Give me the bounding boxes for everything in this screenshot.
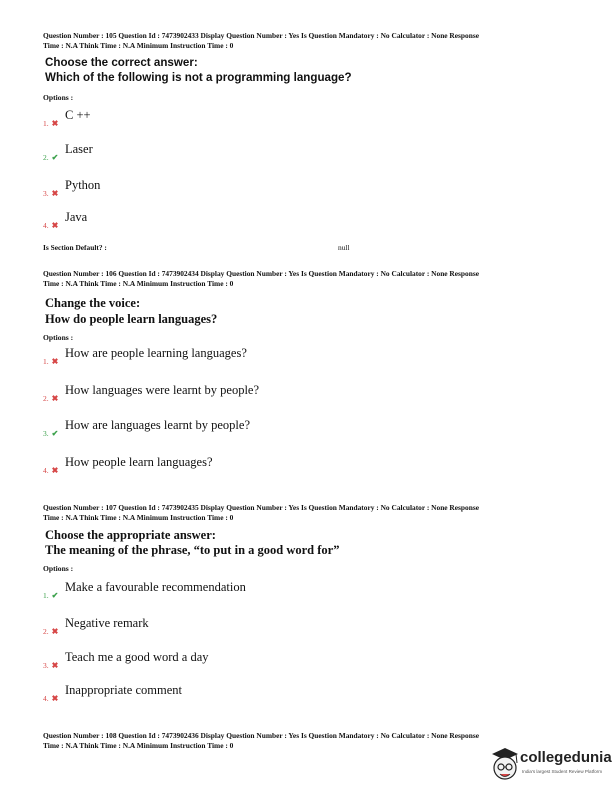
option-number: 1. ✖ [43, 357, 59, 366]
brand-tagline: India's largest Student Review Platform [522, 769, 603, 774]
option-text: How languages were learnt by people? [65, 383, 260, 397]
question-105-option-3 [43, 178, 443, 198]
check-icon: ✔ [51, 153, 59, 162]
section-default-value: null [338, 243, 350, 252]
check-icon: ✔ [51, 429, 59, 438]
meta-line-2: Time : N.A Think Time : N.A Minimum Instruction Time : 0 [43, 741, 234, 750]
question-106-option-1 [43, 346, 443, 366]
question-107-title-2: The meaning of the phrase, “to put in a good word for” [45, 543, 340, 557]
option-number: 3. ✖ [43, 189, 59, 198]
option-number: 2. ✖ [43, 394, 59, 403]
option-text: How are languages learnt by people? [65, 418, 250, 432]
option-text: Python [65, 178, 101, 192]
question-107-meta [43, 503, 583, 523]
option-text: Negative remark [65, 616, 149, 630]
option-text: Java [65, 210, 88, 224]
question-105-meta [43, 31, 583, 51]
collegedunia-logo [490, 746, 612, 786]
question-106-option-4 [43, 455, 443, 475]
cross-icon: ✖ [51, 466, 59, 475]
meta-line-2: Time : N.A Think Time : N.A Minimum Instruction Time : 0 [43, 513, 234, 522]
option-text: How people learn languages? [65, 455, 213, 469]
cross-icon: ✖ [51, 119, 59, 128]
option-number: 1. ✔ [43, 591, 59, 600]
brand-name: collegedunia [520, 749, 612, 766]
question-107-title-1: Choose the appropriate answer: [45, 528, 216, 542]
option-number: 3. ✖ [43, 661, 59, 670]
check-icon: ✔ [51, 591, 59, 600]
question-106-meta [43, 269, 583, 289]
cross-icon: ✖ [51, 627, 59, 636]
question-106-option-3 [43, 418, 443, 438]
question-105-title-2: Which of the following is not a programming language? [45, 71, 352, 84]
meta-line-1: Question Number : 106 Question Id : 7473902434 Display Question Number : Yes Is Question Mandatory : No Calculator : None Response [43, 269, 479, 278]
option-number: 4. ✖ [43, 694, 59, 703]
mascot-icon [490, 746, 520, 784]
question-105-option-4 [43, 210, 443, 230]
section-default-label: Is Section Default? : [43, 243, 107, 252]
question-106-options-label: Options : [43, 333, 74, 342]
meta-line-2: Time : N.A Think Time : N.A Minimum Instruction Time : 0 [43, 279, 234, 288]
question-105-options-label: Options : [43, 93, 74, 102]
option-text: How are people learning languages? [65, 346, 247, 360]
question-107-option-3 [43, 650, 443, 670]
cross-icon: ✖ [51, 221, 59, 230]
section-default-row [43, 243, 563, 252]
option-number: 4. ✖ [43, 221, 59, 230]
question-105-title-1: Choose the correct answer: [45, 56, 198, 69]
question-105-option-2 [43, 142, 443, 162]
meta-line-2: Time : N.A Think Time : N.A Minimum Instruction Time : 0 [43, 41, 234, 50]
option-number: 2. ✖ [43, 627, 59, 636]
option-text: Make a favourable recommendation [65, 580, 246, 594]
question-107-option-4 [43, 683, 443, 703]
option-text: Laser [65, 142, 93, 156]
option-text: Teach me a good word a day [65, 650, 209, 664]
meta-line-1: Question Number : 107 Question Id : 7473902435 Display Question Number : Yes Is Question Mandatory : No Calculator : None Response [43, 503, 479, 512]
option-number: 2. ✔ [43, 153, 59, 162]
meta-line-1: Question Number : 108 Question Id : 7473902436 Display Question Number : Yes Is Question Mandatory : No Calculator : None Response [43, 731, 479, 740]
question-106-title-1: Change the voice: [45, 296, 141, 310]
question-107-options-label: Options : [43, 564, 74, 573]
option-text: Inappropriate comment [65, 683, 182, 697]
meta-line-1: Question Number : 105 Question Id : 7473902433 Display Question Number : Yes Is Question Mandatory : No Calculator : None Response [43, 31, 479, 40]
cross-icon: ✖ [51, 357, 59, 366]
option-number: 3. ✔ [43, 429, 59, 438]
cross-icon: ✖ [51, 189, 59, 198]
cross-icon: ✖ [51, 661, 59, 670]
question-105-option-1 [43, 108, 443, 128]
question-107-option-2 [43, 616, 443, 636]
question-106-option-2 [43, 383, 443, 403]
cross-icon: ✖ [51, 394, 59, 403]
option-number: 4. ✖ [43, 466, 59, 475]
question-106-title-2: How do people learn languages? [45, 312, 218, 326]
option-number: 1. ✖ [43, 119, 59, 128]
option-text: C ++ [65, 108, 91, 122]
cross-icon: ✖ [51, 694, 59, 703]
question-107-option-1 [43, 580, 443, 600]
